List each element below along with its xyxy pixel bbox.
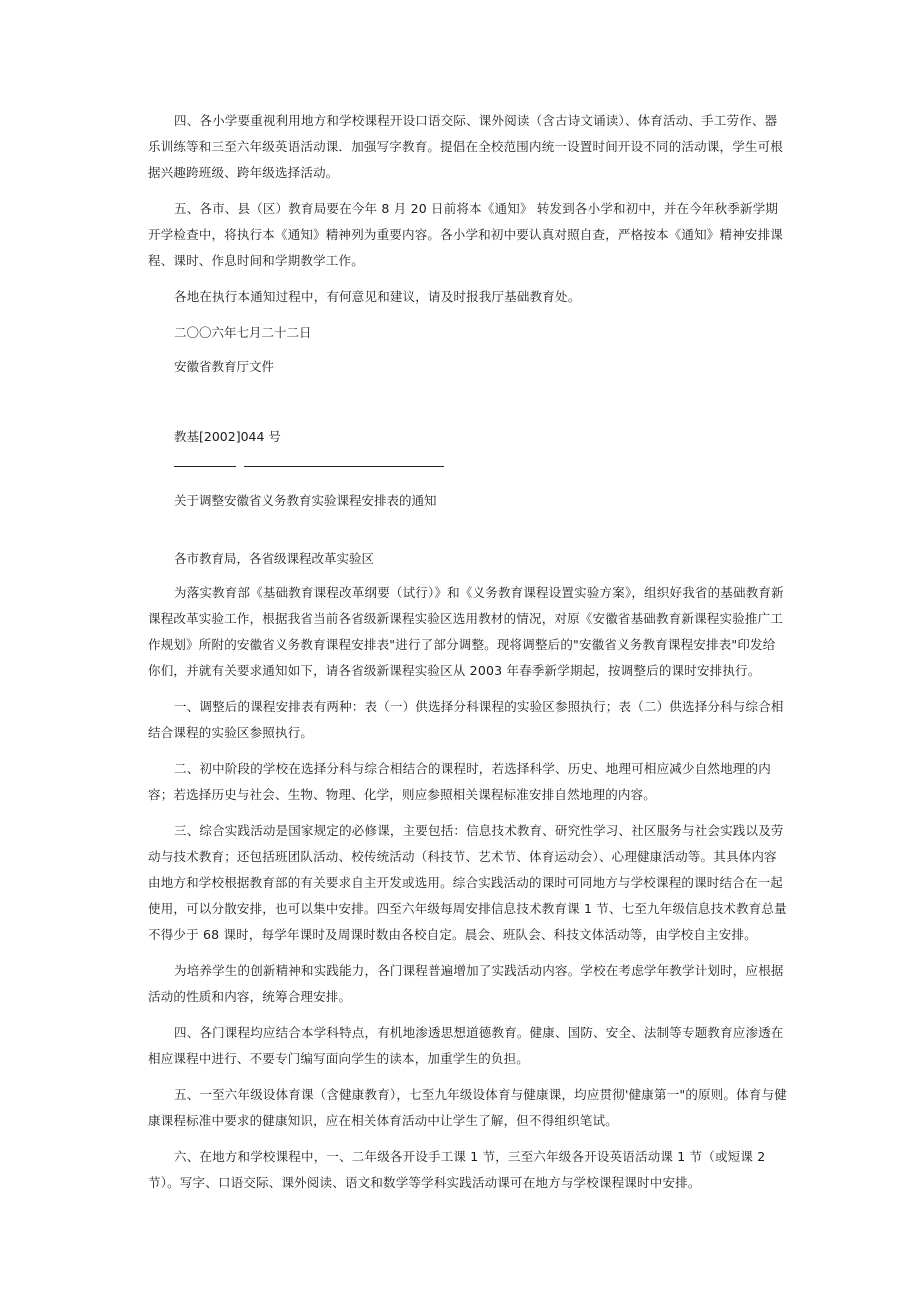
paragraph-item-2: 二、初中阶段的学校在选择分科与综合相结合的课程时，若选择科学、历史、地理可相应减少自然地理的内容；若选择历史与社会、生物、物理、化学，则应参照相关课程标准安排自然地理的内容。 (148, 761, 771, 802)
paragraph-item-4: 四、各门课程均应结合本学科特点，有机地渗透思想道德教育。健康、国防、安全、法制等专题教育应渗透在相应课程中进行、不要专门编写面向学生的读本，加重学生的负担。 (148, 1025, 784, 1066)
separator-lines (174, 458, 788, 476)
paragraph-item-1: 一、调整后的课程安排表有两种：表（一）供选择分科课程的实验区参照执行；表（二）供选择分科与综合相结合课程的实验区参照执行。 (148, 699, 784, 740)
separator-line-long (244, 466, 444, 467)
paragraph-primary-activities: 四、各小学要重视利用地方和学校课程开设口语交际、课外阅读（含古诗文诵读）、体育活动、手工劳作、器乐训练等和三至六年级英语活动课．加强写字教育。提倡在全校范围内统一设置时间开设不同的活动课，学生可根据兴趣跨班级、跨年级选择活动。 (148, 113, 784, 180)
separator-line-short (174, 466, 236, 467)
paragraph-item-5: 五、一至六年级设体育课（含健康教育），七至九年级设体育与健康课，均应贯彻'健康第一"的原则。体育与健康课程标准中要求的健康知识，应在相关体育活动中让学生了解，但不得组织笔试。 (148, 1087, 787, 1128)
paragraph-practice: 为培养学生的创新精神和实践能力，各门课程普遍增加了实践活动内容。学校在考虑学年教学计划时，应根据活动的性质和内容，统筹合理安排。 (148, 963, 784, 1004)
document-date: 二〇〇六年七月二十二日 (174, 325, 312, 340)
paragraph-forwarding-notice: 五、各市、县（区）教育局要在今年 8 月 20 日前将本《通知》 转发到各小学和初中，并在今年秋季新学期开学检查中，将执行本《通知》精神列为重要内容。各小学和初中要认真对照自查，严格按本《通知》精神安排课程、课时、作息时间和学期教学工作。 (148, 201, 784, 268)
paragraph-intro: 为落实教育部《基础教育课程改革纲要（试行）》和《义务教育课程设置实验方案》，组织好我省的基础教育新课程改革实验工作，根据我省当前各省级新课程实验区选用教材的情况，对原《安徽省基础教育新课程实验推广工作规划》所附的安徽省义务教育课程安排表"进行了部分调整。现将调整后的"安徽省义务教育课程安排表"印发给你们，并就有关要求通知如下，请各省级新课程实验区从 2003 年春季新学期起，按调整后的课时安排执行。 (148, 585, 784, 678)
document-page (148, 108, 788, 1206)
spacer (148, 522, 788, 546)
document-title: 关于调整安徽省义务教育实验课程安排表的通知 (174, 493, 437, 508)
paragraph-item-6: 六、在地方和学校课程中，一、二年级各开设手工课 1 节，三至六年级各开设英语活动课 1 节（或短课 2 节）。写字、口语交际、课外阅读、语文和数学等学科实践活动课可在地方与学校课程课时中安排。 (148, 1149, 766, 1190)
spacer (148, 388, 788, 424)
paragraph-feedback: 各地在执行本通知过程中，有何意见和建议，请及时报我厅基础教育处。 (174, 289, 581, 304)
recipients: 各市教育局，各省级课程改革实验区 (174, 551, 375, 566)
document-number: 教基[2002]044 号 (174, 429, 281, 444)
paragraph-item-3: 三、综合实践活动是国家规定的必修课，主要包括：信息技术教育、研究性学习、社区服务与社会实践以及劳动与技术教育；还包括班团队活动、校传统活动（科技节、艺术节、体育运动会）、心理健康活动等。其具体内容由地方和学校根据教育部的有关要求自主开发或选用。综合实践活动的课时可同地方与学校课程的课时结合在一起使用，可以分散安排，也可以集中安排。四至六年级每周安排信息技术教育课 1 节、七至九年级信息技术教育总量不得少于 68 课时，每学年课时及周课时数由各校自定。晨会、班队会、科技文体活动等，由学校自主安排。 (148, 823, 787, 942)
issuer-name: 安徽省教育厅文件 (174, 359, 275, 374)
